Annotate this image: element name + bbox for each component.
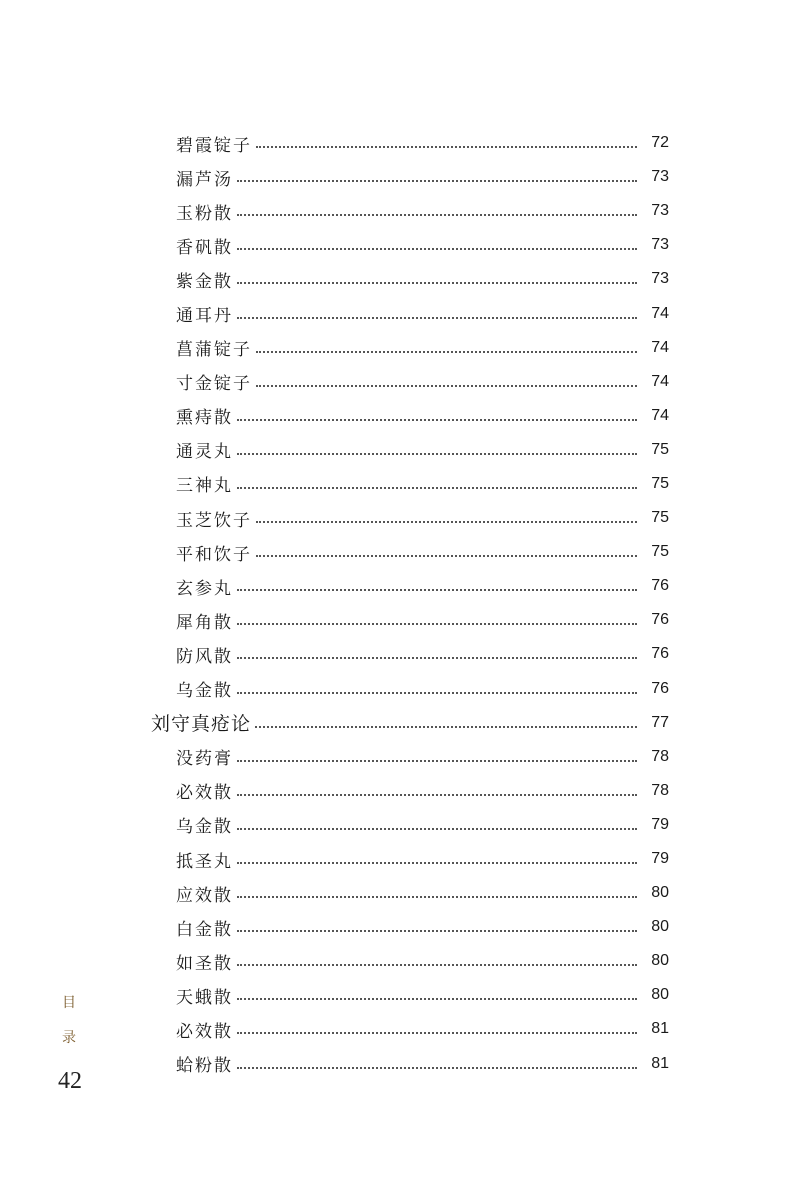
toc-entry-title: 紫金散: [176, 271, 233, 292]
toc-entry: [0, 978, 800, 1012]
toc-entry-page: 81: [651, 1054, 669, 1072]
toc-entry: [0, 331, 800, 365]
toc-entry: [0, 672, 800, 706]
toc-entry-title: 平和饮子: [176, 544, 252, 565]
dot-leader: [256, 555, 637, 557]
toc-entry: [0, 160, 800, 194]
toc-entry-title: 应效散: [176, 885, 233, 906]
toc-entry-title: 漏芦汤: [176, 169, 233, 190]
section-label-char-1: 目: [62, 995, 76, 1011]
dot-leader: [256, 521, 637, 523]
toc-entry-page: 73: [651, 202, 669, 220]
page-number: 42: [58, 1068, 82, 1094]
toc-entry-page: 77: [651, 713, 669, 731]
toc-entry: [0, 876, 800, 910]
toc-entry-title: 碧霞锭子: [176, 135, 252, 156]
dot-leader: [237, 282, 637, 284]
dot-leader: [237, 214, 637, 216]
toc-entry: [0, 774, 800, 808]
toc-entry: [0, 433, 800, 467]
dot-leader: [237, 657, 637, 659]
toc-entry-title: 如圣散: [176, 953, 233, 974]
toc-entry: [0, 262, 800, 296]
toc-entry-title: 防风散: [176, 646, 233, 667]
table-of-contents: [0, 126, 800, 1081]
toc-entry-title: 抵圣丸: [176, 851, 233, 872]
toc-entry-page: 74: [651, 372, 669, 390]
toc-entry: [0, 637, 800, 671]
toc-entry: [0, 399, 800, 433]
toc-entry: [0, 467, 800, 501]
dot-leader: [237, 487, 637, 489]
toc-entry-title: 熏痔散: [176, 408, 233, 429]
toc-entry-title: 乌金散: [176, 681, 233, 702]
toc-entry-title: 必效散: [176, 1021, 233, 1042]
toc-entry-page: 74: [651, 406, 669, 424]
toc-entry-page: 80: [651, 986, 669, 1004]
dot-leader: [237, 1067, 637, 1069]
toc-section-heading: [0, 706, 800, 740]
dot-leader: [256, 351, 637, 353]
dot-leader: [237, 248, 637, 250]
toc-entry-page: 73: [651, 270, 669, 288]
toc-entry: [0, 126, 800, 160]
toc-entry: [0, 740, 800, 774]
toc-entry: [0, 296, 800, 330]
toc-entry-page: 80: [651, 918, 669, 936]
toc-entry-page: 79: [651, 815, 669, 833]
toc-entry-page: 73: [651, 236, 669, 254]
dot-leader: [237, 828, 637, 830]
dot-leader: [255, 726, 637, 728]
toc-entry-page: 76: [651, 577, 669, 595]
dot-leader: [237, 1032, 637, 1034]
dot-leader: [237, 896, 637, 898]
toc-entry: [0, 603, 800, 637]
toc-entry-title: 寸金锭子: [176, 374, 252, 395]
dot-leader: [237, 623, 637, 625]
dot-leader: [256, 146, 637, 148]
section-label-char-2: 录: [62, 1030, 76, 1046]
toc-entry-page: 75: [651, 543, 669, 561]
toc-entry-page: 78: [651, 747, 669, 765]
toc-entry-title: 犀角散: [176, 612, 233, 633]
toc-entry-page: 72: [651, 134, 669, 152]
toc-entry-title: 必效散: [176, 783, 233, 804]
toc-entry-title: 天蛾散: [176, 987, 233, 1008]
dot-leader: [237, 998, 637, 1000]
toc-entry: [0, 842, 800, 876]
toc-entry: [0, 808, 800, 842]
toc-entry-page: 74: [651, 338, 669, 356]
dot-leader: [237, 589, 637, 591]
toc-entry-page: 80: [651, 952, 669, 970]
dot-leader: [237, 964, 637, 966]
toc-entry-page: 76: [651, 611, 669, 629]
toc-entry: [0, 365, 800, 399]
toc-entry-title: 通灵丸: [176, 442, 233, 463]
toc-entry-title: 乌金散: [176, 817, 233, 838]
dot-leader: [237, 692, 637, 694]
dot-leader: [237, 419, 637, 421]
toc-entry-page: 75: [651, 474, 669, 492]
toc-entry-title: 通耳丹: [176, 306, 233, 327]
dot-leader: [237, 180, 637, 182]
toc-entry: [0, 535, 800, 569]
toc-entry: [0, 569, 800, 603]
toc-entry-page: 76: [651, 645, 669, 663]
dot-leader: [256, 385, 637, 387]
dot-leader: [237, 862, 637, 864]
toc-entry: [0, 1012, 800, 1046]
toc-entry-title: 没药膏: [176, 749, 233, 770]
toc-entry-title: 菖蒲锭子: [176, 340, 252, 361]
toc-entry-title: 刘守真疮论: [151, 713, 252, 736]
toc-entry: [0, 910, 800, 944]
dot-leader: [237, 453, 637, 455]
toc-entry-page: 75: [651, 509, 669, 527]
toc-entry: [0, 944, 800, 978]
toc-entry-title: 蛤粉散: [176, 1056, 233, 1077]
toc-entry-page: 74: [651, 304, 669, 322]
toc-entry-page: 73: [651, 168, 669, 186]
toc-entry-title: 香矾散: [176, 237, 233, 258]
toc-entry-title: 玄参丸: [176, 578, 233, 599]
toc-entry-page: 80: [651, 884, 669, 902]
toc-entry-page: 79: [651, 850, 669, 868]
toc-entry: [0, 194, 800, 228]
toc-entry-page: 81: [651, 1020, 669, 1038]
toc-entry-page: 75: [651, 440, 669, 458]
toc-entry-page: 76: [651, 679, 669, 697]
dot-leader: [237, 317, 637, 319]
toc-entry-title: 玉粉散: [176, 203, 233, 224]
toc-entry-title: 玉芝饮子: [176, 510, 252, 531]
toc-entry: [0, 1047, 800, 1081]
toc-entry-title: 三神丸: [176, 476, 233, 497]
toc-entry-page: 78: [651, 781, 669, 799]
dot-leader: [237, 794, 637, 796]
toc-entry: [0, 501, 800, 535]
toc-entry: [0, 228, 800, 262]
dot-leader: [237, 930, 637, 932]
dot-leader: [237, 760, 637, 762]
toc-entry-title: 白金散: [176, 919, 233, 940]
